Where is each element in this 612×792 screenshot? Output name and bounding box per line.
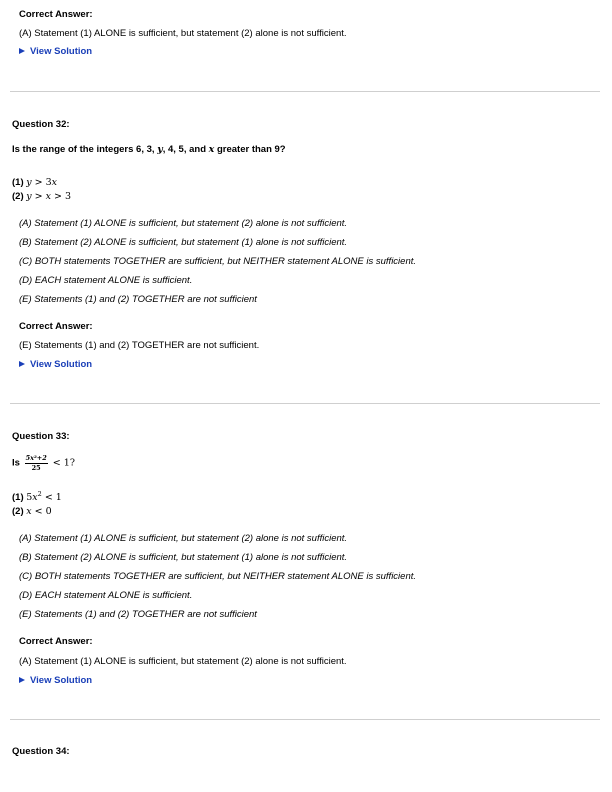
answer-choice-a[interactable]: (A) Statement (1) ALONE is sufficient, but statement (2) alone is not sufficient. bbox=[19, 533, 348, 544]
fraction: $\frac{\text{5x²+2}}{25}$ bbox=[25, 454, 47, 472]
answer-choice-e[interactable]: (E) Statements (1) and (2) TOGETHER are not sufficient bbox=[19, 294, 257, 305]
section-divider bbox=[10, 719, 600, 720]
section-divider bbox=[10, 403, 600, 404]
answer-choice-b[interactable]: (B) Statement (2) ALONE is sufficient, but statement (1) alone is not sufficient. bbox=[19, 552, 348, 563]
question-title: Question 32: bbox=[12, 119, 70, 130]
question-title: Question 34: bbox=[12, 746, 70, 757]
answer-choice-b[interactable]: (B) Statement (2) ALONE is sufficient, but statement (1) alone is not sufficient. bbox=[19, 237, 348, 248]
answer-choice-c[interactable]: (C) BOTH statements TOGETHER are sufficient, but NEITHER statement ALONE is sufficient. bbox=[19, 256, 417, 267]
expand-triangle-icon bbox=[19, 361, 25, 367]
question-stem: Is the range of the integers 6, 3, y, 4, 5, and x greater than 9? bbox=[12, 144, 286, 155]
answer-choice-c[interactable]: (C) BOTH statements TOGETHER are sufficient, but NEITHER statement ALONE is sufficient. bbox=[19, 571, 417, 582]
answer-choice-d[interactable]: (D) EACH statement ALONE is sufficient. bbox=[19, 275, 193, 286]
view-solution-link[interactable] bbox=[19, 46, 92, 57]
correct-answer-label: Correct Answer: bbox=[19, 321, 93, 332]
statement-1: (1) y > 3x bbox=[12, 177, 58, 188]
answer-choice-d[interactable]: (D) EACH statement ALONE is sufficient. bbox=[19, 590, 193, 601]
view-solution-label: View Solution bbox=[30, 675, 93, 686]
answer-choice-e[interactable]: (E) Statements (1) and (2) TOGETHER are not sufficient bbox=[19, 609, 257, 620]
expand-triangle-icon bbox=[19, 48, 25, 54]
question-stem: Is $\frac{\text{5x²+2}}{25}$ < 1? bbox=[12, 454, 75, 472]
correct-answer-label: Correct Answer: bbox=[19, 636, 93, 647]
view-solution-label: View Solution bbox=[30, 46, 93, 57]
statement-2: (2) x < 0 bbox=[12, 506, 52, 517]
view-solution-link[interactable] bbox=[19, 359, 92, 370]
expand-triangle-icon bbox=[19, 677, 25, 683]
question-title: Question 33: bbox=[12, 431, 70, 442]
statement-2: (2) y > x > 3 bbox=[12, 191, 72, 202]
correct-answer-label: Correct Answer: bbox=[19, 9, 93, 20]
view-solution-label: View Solution bbox=[30, 359, 93, 370]
view-solution-link[interactable] bbox=[19, 675, 92, 686]
section-divider bbox=[10, 91, 600, 92]
answer-choice-a[interactable]: (A) Statement (1) ALONE is sufficient, but statement (2) alone is not sufficient. bbox=[19, 218, 348, 229]
correct-answer-text: (A) Statement (1) ALONE is sufficient, but statement (2) alone is not sufficient. bbox=[19, 656, 347, 667]
correct-answer-text: (A) Statement (1) ALONE is sufficient, but statement (2) alone is not sufficient. bbox=[19, 28, 347, 39]
correct-answer-text: (E) Statements (1) and (2) TOGETHER are not sufficient. bbox=[19, 340, 260, 351]
statement-1: (1) $5x^2 < 1$ bbox=[12, 490, 62, 504]
